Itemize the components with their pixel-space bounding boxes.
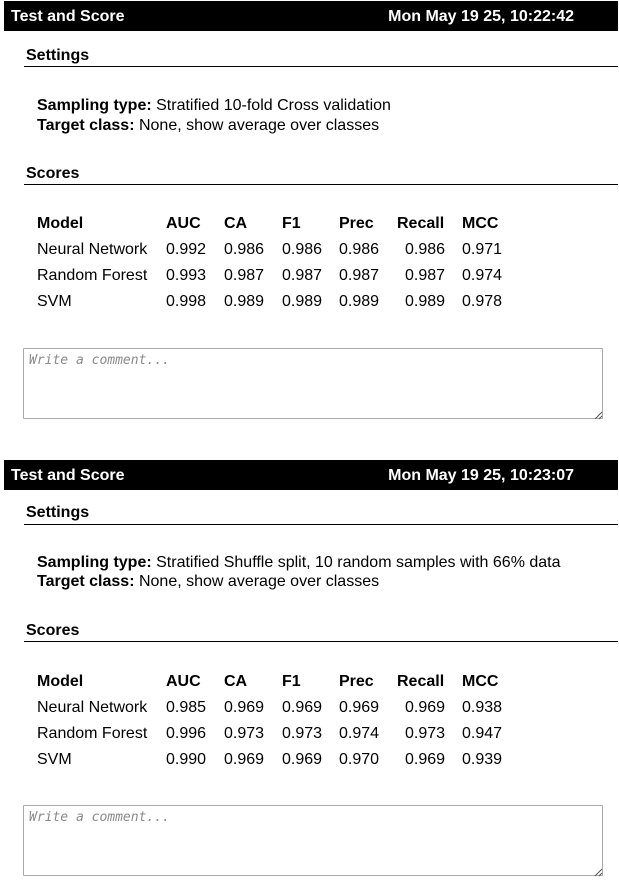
scores-heading: Scores [26, 622, 80, 639]
score-cell: 0.986 [405, 241, 446, 258]
column-header: Model [37, 673, 84, 690]
column-header: Prec [339, 215, 374, 232]
settings-heading: Settings [26, 504, 90, 521]
column-header: AUC [166, 673, 201, 690]
column-header: Recall [397, 673, 445, 690]
score-cell: 0.974 [339, 725, 380, 742]
column-header: MCC [462, 215, 499, 232]
score-cell: 0.969 [405, 751, 446, 768]
score-cell: 0.973 [224, 725, 265, 742]
score-cell: 0.987 [224, 267, 265, 284]
score-cell: 0.973 [405, 725, 446, 742]
column-header: AUC [166, 215, 201, 232]
model-name-cell: Random Forest [37, 267, 148, 284]
target-class-value: None, show average over classes [134, 573, 380, 590]
column-header: Recall [397, 215, 445, 232]
resize-grip-icon[interactable] [593, 867, 603, 877]
model-name-cell: SVM [37, 751, 72, 768]
score-cell: 0.969 [282, 699, 323, 716]
target-class-value: None, show average over classes [134, 117, 380, 134]
section-divider [24, 641, 618, 642]
score-cell: 0.989 [339, 293, 380, 310]
score-cell: 0.987 [405, 267, 446, 284]
section-divider [24, 524, 618, 525]
score-cell: 0.989 [282, 293, 323, 310]
score-cell: 0.969 [339, 699, 380, 716]
sampling-type-line [37, 97, 391, 115]
score-cell: 0.969 [224, 751, 265, 768]
score-cell: 0.969 [282, 751, 323, 768]
column-header: CA [224, 673, 248, 690]
model-name-cell: Neural Network [37, 699, 148, 716]
sampling-type-label: Sampling type: [37, 97, 152, 114]
sampling-type-label: Sampling type: [37, 554, 152, 571]
score-cell: 0.974 [462, 267, 503, 284]
section-divider [24, 66, 618, 67]
score-cell: 0.970 [339, 751, 380, 768]
score-cell: 0.969 [405, 699, 446, 716]
score-cell: 0.986 [339, 241, 380, 258]
score-cell: 0.989 [405, 293, 446, 310]
score-cell: 0.985 [166, 699, 207, 716]
score-cell: 0.996 [166, 725, 207, 742]
column-header: F1 [282, 215, 301, 232]
model-name-cell: Random Forest [37, 725, 148, 742]
target-class-label: Target class: [37, 573, 135, 590]
section-divider [24, 184, 618, 185]
column-header: Model [37, 215, 84, 232]
score-cell: 0.986 [224, 241, 265, 258]
column-header: F1 [282, 673, 301, 690]
column-header: Prec [339, 673, 374, 690]
report-header [4, 1, 618, 31]
sampling-type-value: Stratified 10-fold Cross validation [151, 97, 391, 114]
score-cell: 0.986 [282, 241, 323, 258]
score-cell: 0.989 [224, 293, 265, 310]
model-name-cell: Neural Network [37, 241, 148, 258]
column-header: MCC [462, 673, 499, 690]
sampling-type-value: Stratified Shuffle split, 10 random samples with 66% data [151, 554, 561, 571]
report-title: Test and Score [11, 8, 125, 25]
resize-grip-icon[interactable] [593, 410, 603, 420]
score-cell: 0.990 [166, 751, 207, 768]
report-timestamp: Mon May 19 25, 10:23:07 [388, 467, 574, 484]
report-title: Test and Score [11, 467, 125, 484]
target-class-line [37, 117, 379, 135]
score-cell: 0.992 [166, 241, 207, 258]
settings-heading: Settings [26, 47, 90, 64]
score-cell: 0.939 [462, 751, 503, 768]
target-class-line [37, 573, 379, 591]
score-cell: 0.987 [339, 267, 380, 284]
score-cell: 0.971 [462, 241, 503, 258]
report-timestamp: Mon May 19 25, 10:22:42 [388, 8, 574, 25]
target-class-label: Target class: [37, 117, 135, 134]
score-cell: 0.987 [282, 267, 323, 284]
score-cell: 0.973 [282, 725, 323, 742]
score-cell: 0.947 [462, 725, 503, 742]
scores-heading: Scores [26, 165, 80, 182]
report-header [4, 460, 618, 490]
score-cell: 0.998 [166, 293, 207, 310]
comment-input[interactable] [23, 805, 603, 876]
column-header: CA [224, 215, 248, 232]
comment-input[interactable] [23, 348, 603, 419]
sampling-type-line [37, 554, 561, 572]
score-cell: 0.978 [462, 293, 503, 310]
score-cell: 0.938 [462, 699, 503, 716]
model-name-cell: SVM [37, 293, 72, 310]
score-cell: 0.969 [224, 699, 265, 716]
score-cell: 0.993 [166, 267, 207, 284]
